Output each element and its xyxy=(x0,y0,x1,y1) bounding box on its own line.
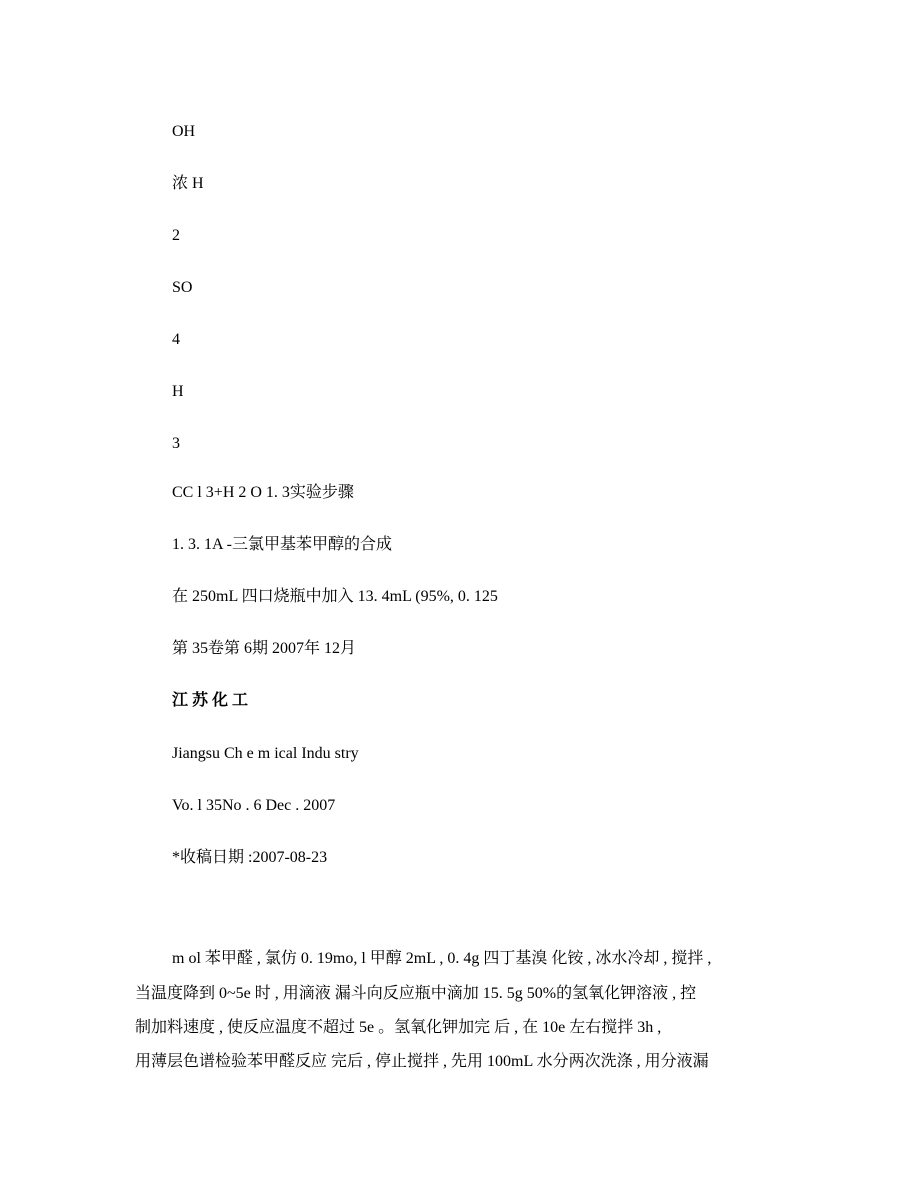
paragraph-line-1: m ol 苯甲醛 , 氯仿 0. 19mo, l 甲醇 2mL , 0. 4g 四丁基溴 化铵 , 冰水冷却 , 搅拌 , xyxy=(172,950,712,967)
text-line-subscript-4: 4 xyxy=(172,331,180,348)
text-line-procedure-start: 在 250mL 四口烧瓶中加入 13. 4mL (95%, 0. 125 xyxy=(172,588,498,605)
journal-title-cn: 江 苏 化 工 xyxy=(172,692,249,709)
text-line-conc-h: 浓 H xyxy=(172,175,204,192)
text-line-equation-and-section: CC l 3+H 2 O 1. 3实验步骤 xyxy=(172,484,354,501)
section-heading: 1. 3. 1A -三氯甲基苯甲醇的合成 xyxy=(172,536,393,553)
journal-volume-cn: 第 35卷第 6期 2007年 12月 xyxy=(172,640,357,657)
text-line-oh: OH xyxy=(172,123,196,140)
paragraph-line-4: 用薄层色谱检验苯甲醛反应 完后 , 停止搅拌 , 先用 100mL 水分两次洗涤 , 用分液漏 xyxy=(135,1053,709,1070)
received-date: *收稿日期 :2007-08-23 xyxy=(172,849,328,866)
text-line-subscript-2: 2 xyxy=(172,227,180,244)
journal-volume-en: Vo. l 35No . 6 Dec . 2007 xyxy=(172,797,336,814)
paragraph-line-3: 制加料速度 , 使反应温度不超过 5e 。氢氧化钾加完 后 , 在 10e 左右搅拌 3h , xyxy=(135,1019,662,1036)
paragraph-line-2: 当温度降到 0~5e 时 , 用滴液 漏斗向反应瓶中滴加 15. 5g 50%的氢氧化钾溶液 , 控 xyxy=(135,985,697,1002)
text-line-h: H xyxy=(172,383,184,400)
text-line-so: SO xyxy=(172,279,193,296)
text-line-subscript-3: 3 xyxy=(172,435,180,452)
journal-title-en: Jiangsu Ch e m ical Indu stry xyxy=(172,745,359,762)
